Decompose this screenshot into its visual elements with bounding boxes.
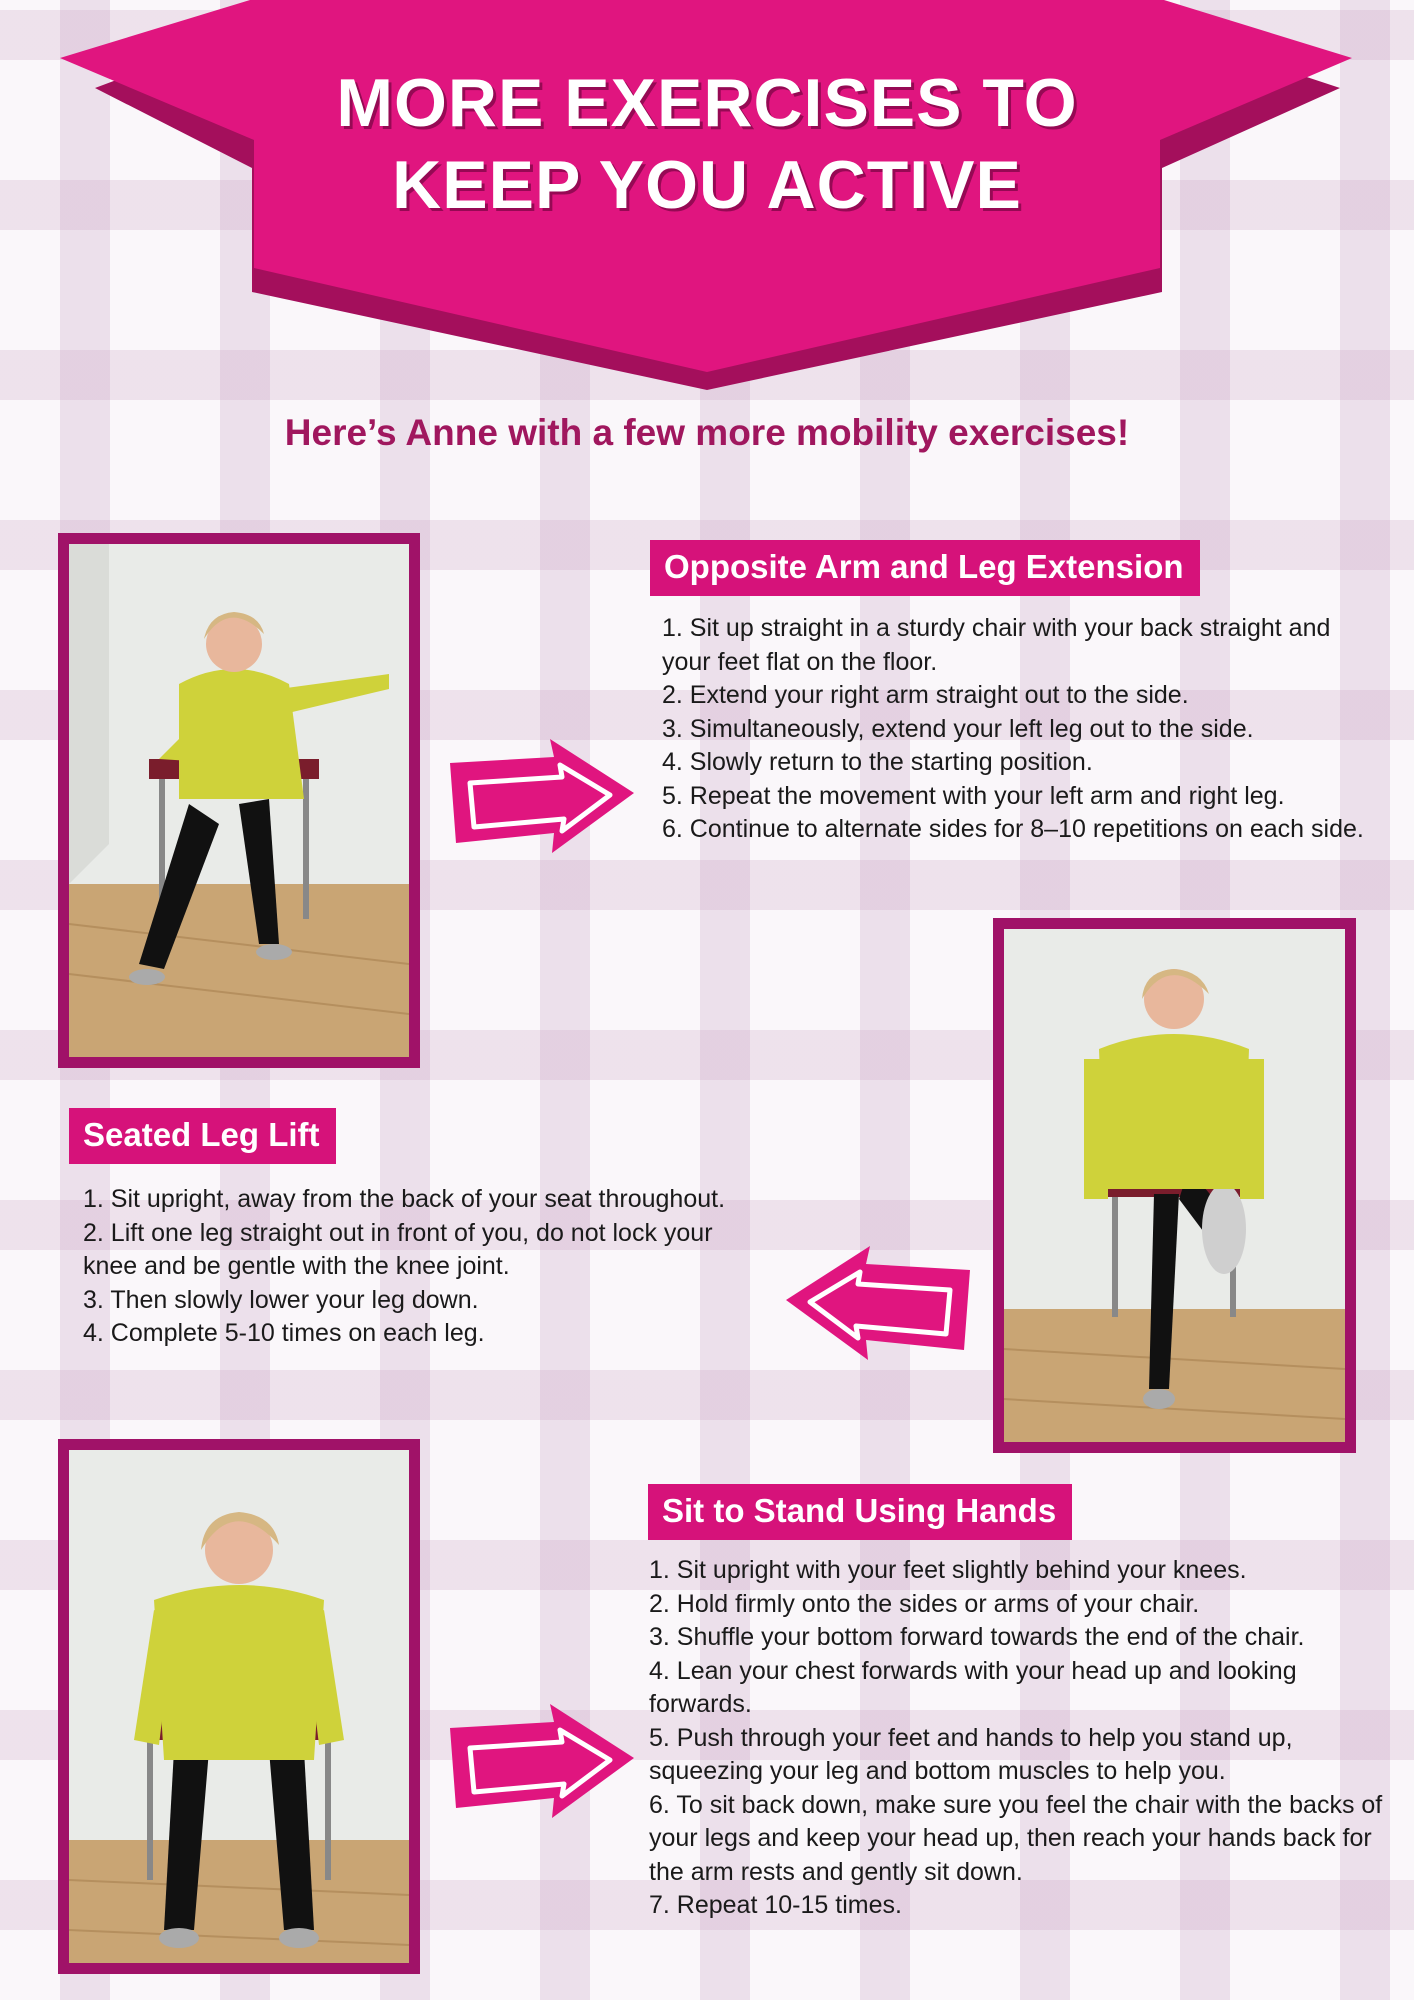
exercise-photo-arm-leg-extension xyxy=(58,533,420,1068)
exercise-photo-seated-leg-lift xyxy=(993,918,1356,1453)
arrow-right-icon xyxy=(442,1700,642,1830)
step-item: 7. Repeat 10-15 times. xyxy=(649,1891,902,1919)
page-title: MORE EXERCISES TO KEEP YOU ACTIVE xyxy=(336,65,1078,223)
title-banner xyxy=(0,0,1414,400)
exercise-photo-sit-to-stand xyxy=(58,1439,420,1974)
exercise-heading-sit-to-stand: Sit to Stand Using Hands xyxy=(648,1484,1072,1540)
step-item: 3. Simultaneously, extend your left leg out to the side. xyxy=(662,714,1254,743)
exercise-steps-seated-leg-lift xyxy=(83,1183,773,1351)
step-item: 2. Lift one leg straight out in front of you, do not lock your knee and be gentle with the knee joint. xyxy=(83,1218,713,1280)
step-item: 2. Extend your right arm straight out to the side. xyxy=(662,681,1189,709)
woman-sit-to-stand-image xyxy=(69,1450,409,1963)
step-item: 3. Then slowly lower your leg down. xyxy=(83,1285,479,1314)
step-item: 3. Shuffle your bottom forward towards the end of the chair. xyxy=(649,1623,1305,1651)
exercise-heading-seated-leg-lift: Seated Leg Lift xyxy=(69,1108,336,1164)
exercise-steps-sit-to-stand xyxy=(649,1554,1391,1923)
woman-arm-leg-extension-image xyxy=(69,544,409,1057)
step-item: 6. To sit back down, make sure you feel the chair with the backs of your legs and keep your head up, then reach your hands back for the arm rests and gently sit down. xyxy=(649,1790,1383,1886)
step-item: 6. Continue to alternate sides for 8–10 repetitions on each side. xyxy=(662,815,1364,843)
step-item: 1. Sit upright with your feet slightly behind your knees. xyxy=(649,1556,1247,1584)
step-item: 4. Complete 5-10 times on each leg. xyxy=(83,1319,485,1347)
arrow-left-icon xyxy=(778,1240,978,1370)
subtitle: Here’s Anne with a few more mobility exercises! xyxy=(284,412,1130,453)
step-item: 4. Lean your chest forwards with your head up and looking forwards. xyxy=(649,1656,1297,1718)
exercise-steps-arm-leg-extension xyxy=(662,612,1382,847)
step-item: 5. Push through your feet and hands to help you stand up, squeezing your leg and bottom muscles to help you. xyxy=(649,1723,1293,1785)
step-item: 4. Slowly return to the starting position. xyxy=(662,748,1093,776)
arrow-right-icon xyxy=(442,735,642,865)
step-item: 5. Repeat the movement with your left arm and right leg. xyxy=(662,781,1285,810)
step-item: 1. Sit upright, away from the back of your seat throughout. xyxy=(83,1185,726,1213)
step-item: 2. Hold firmly onto the sides or arms of your chair. xyxy=(649,1589,1200,1618)
exercise-heading-arm-leg-extension: Opposite Arm and Leg Extension xyxy=(650,540,1200,596)
step-item: 1. Sit up straight in a sturdy chair with your back straight and your feet flat on the floor. xyxy=(662,614,1331,676)
woman-seated-leg-lift-image xyxy=(1004,929,1345,1442)
